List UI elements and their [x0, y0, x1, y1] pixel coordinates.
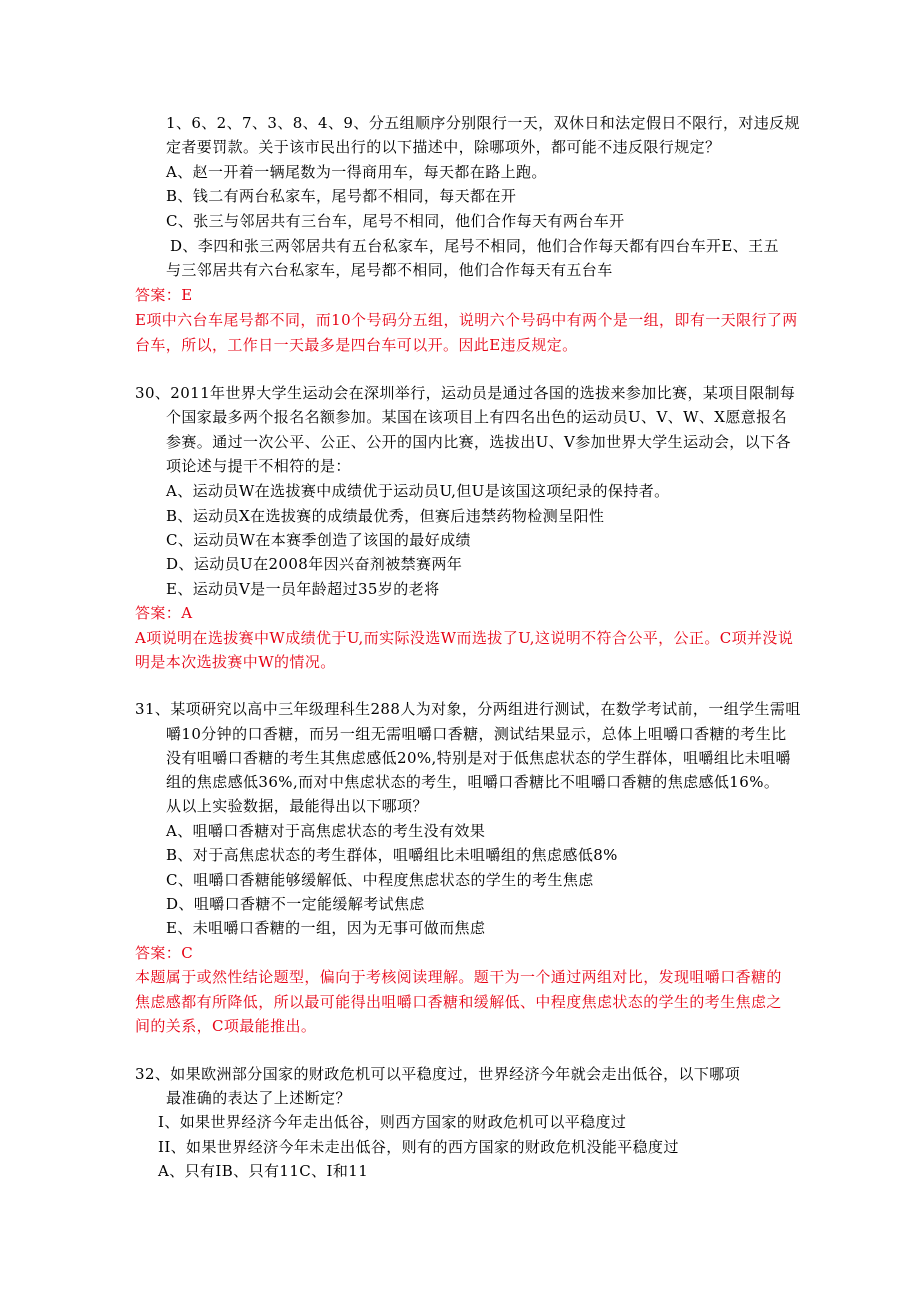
q29-stem-line-2: 定者要罚款。关于该市民出行的以下描述中，除哪项外，都可能不违反限行规定？ — [166, 138, 721, 156]
q32-stem-line-1: 32、如果欧洲部分国家的财政危机可以平稳度过，世界经济今年就会走出低谷，以下哪项 — [135, 1065, 741, 1083]
q30-option-e: E、运动员V是一员年龄超过35岁的老将 — [166, 580, 440, 598]
q30-stem-line-1: 30、2011年世界大学生运动会在深圳举行，运动员是通过各国的选拔来参加比赛，某项目限制每 — [135, 384, 796, 402]
q30-option-b: B、运动员X在选拔赛的成绩最优秀，但赛后违禁药物检测呈阳性 — [166, 507, 605, 525]
q29-option-b: B、钱二有两台私家车，尾号都不相同，每天都在开 — [166, 187, 517, 205]
q30-option-c: C、运动员W在本赛季创造了该国的最好成绩 — [166, 531, 471, 549]
q31-explanation-line-3: 间的关系，C项最能推出。 — [135, 1017, 317, 1035]
q29-option-d: D、李四和张三两邻居共有五台私家车，尾号不相同，他们合作每天都有四台车开E、王五 — [170, 237, 779, 255]
q29-option-a: A、赵一开着一辆尾数为一得商用车，每天都在路上跑。 — [166, 163, 547, 181]
q31-option-b: B、对于高焦虑状态的考生群体，咀嚼组比未咀嚼组的焦虑感低8% — [166, 846, 618, 864]
q31-explanation-line-2: 焦虑感都有所降低，所以最可能得出咀嚼口香糖和缓解低、中程度焦虑状态的学生的考生焦虑之 — [135, 993, 782, 1011]
q31-option-a: A、咀嚼口香糖对于高焦虑状态的考生没有效果 — [166, 822, 486, 840]
q30-option-d: D、运动员U在2008年因兴奋剂被禁赛两年 — [166, 555, 463, 573]
q31-explanation-line-1: 本题属于或然性结论题型，偏向于考核阅读理解。题干为一个通过两组对比，发现咀嚼口香糖的 — [135, 968, 782, 986]
q31-option-c: C、咀嚼口香糖能够缓解低、中程度焦虑状态的学生的考生焦虑 — [166, 871, 594, 889]
q30-explanation-line-2: 明是本次选拔赛中W的情况。 — [135, 653, 336, 671]
q29-answer: 答案：E — [135, 286, 193, 304]
q30-explanation-line-1: A项说明在选拔赛中W成绩优于U,而实际没选W而选拔了U,这说明不符合公平，公正。C项并没说 — [135, 629, 794, 647]
q31-option-d: D、咀嚼口香糖不一定能缓解考试焦虑 — [166, 895, 425, 913]
q31-stem-line-5: 从以上实验数据，最能得出以下哪项？ — [166, 797, 428, 815]
q29-stem-line-1: 1、6、2、7、3、8、4、9、分五组顺序分别限行一天，双休日和法定假日不限行，对违反规 — [166, 114, 800, 132]
q31-option-e: E、未咀嚼口香糖的一组，因为无事可做而焦虑 — [166, 919, 486, 937]
q30-stem-line-3: 参赛。通过一次公平、公正、公开的国内比赛，选拔出U、V参加世界大学生运动会，以下各 — [166, 433, 791, 451]
q31-stem-line-2: 嚼10分钟的口香糖，而另一组无需咀嚼口香糖，测试结果显示，总体上咀嚼口香糖的考生比 — [166, 725, 787, 743]
q31-answer: 答案：C — [135, 944, 194, 962]
q30-answer: 答案：A — [135, 604, 193, 622]
q29-explanation-line-1: E项中六台车尾号都不同，而10个号码分五组，说明六个号码中有两个是一组，即有一天限行了两 — [135, 311, 798, 329]
q29-option-e: 与三邻居共有六台私家车，尾号都不相同，他们合作每天有五台车 — [166, 261, 613, 279]
q30-option-a: A、运动员W在选拔赛中成绩优于运动员U,但U是该国这项纪录的保持者。 — [166, 482, 670, 500]
q32-statement-ii: II、如果世界经济今年未走出低谷，则有的西方国家的财政危机没能平稳度过 — [158, 1138, 679, 1156]
q29-option-c: C、张三与邻居共有三台车，尾号不相同，他们合作每天有两台车开 — [166, 212, 625, 230]
q29-explanation-line-2: 台车，所以，工作日一天最多是四台车可以开。因此E违反规定。 — [135, 336, 578, 354]
q30-stem-line-4: 项论述与提干不相符的是： — [166, 457, 351, 475]
q31-stem-line-1: 31、某项研究以高中三年级理科生288人为对象，分两组进行测试，在数学考试前，一组学生需咀 — [135, 700, 801, 718]
q31-stem-line-4: 组的焦虑感低36%,而对中焦虑状态的考生，咀嚼口香糖比不咀嚼口香糖的焦虑感低16%。 — [166, 773, 780, 791]
q31-stem-line-3: 没有咀嚼口香糖的考生其焦虑感低20%,特别是对于低焦虑状态的学生群体，咀嚼组比未咀嚼 — [166, 749, 791, 767]
q32-options-line: A、只有IB、只有11C、I和11 — [158, 1162, 369, 1180]
q32-statement-i: I、如果世界经济今年走出低谷，则西方国家的财政危机可以平稳度过 — [158, 1113, 627, 1131]
q32-stem-line-2: 最准确的表达了上述断定？ — [166, 1089, 351, 1107]
q30-stem-line-2: 个国家最多两个报名名额参加。某国在该项目上有四名出色的运动员U、V、W、X愿意报名 — [166, 408, 787, 426]
